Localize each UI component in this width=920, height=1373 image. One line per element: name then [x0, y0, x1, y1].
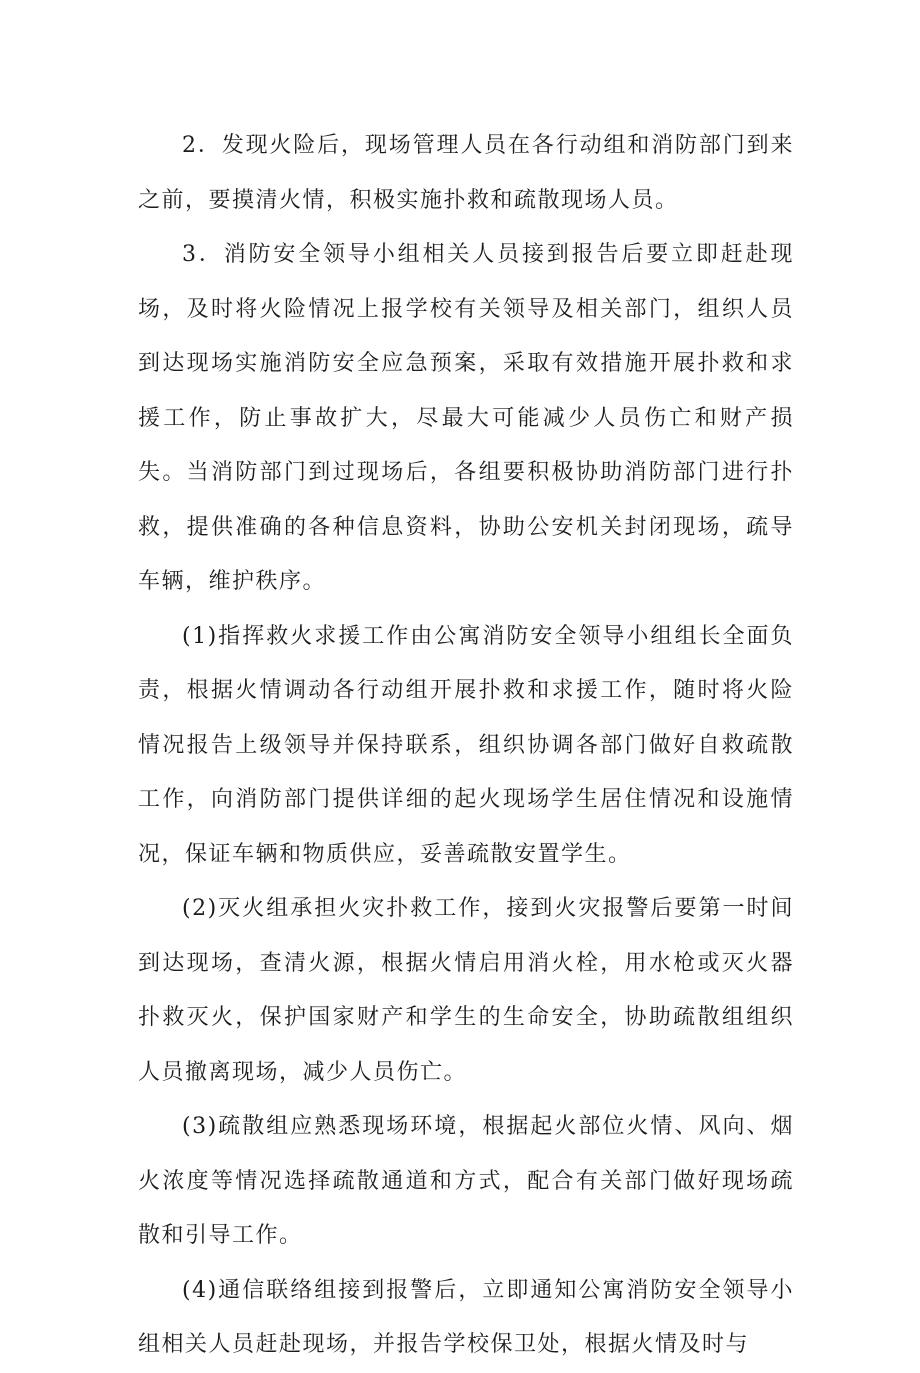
- document-body: [138, 119, 794, 1373]
- paragraph-evacuation-group: (3)疏散组应熟悉现场环境，根据起火部位火情、风向、烟火浓度等情况选择疏散通道和方式，配合有关部门做好现场疏散和引导工作。: [138, 1114, 794, 1248]
- paragraph-item-2: 2．发现火险后，现场管理人员在各行动组和消防部门到来之前，要摸清火情，积极实施扑救和疏散现场人员。: [138, 133, 794, 213]
- paragraph-item-3: 3．消防安全领导小组相关人员接到报告后要立即赶赴现场，及时将火险情况上报学校有关领导及相关部门，组织人员到达现场实施消防安全应急预案，采取有效措施开展扑救和求援工作，防止事故扩大，尽最大可能减少人员伤亡和财产损失。当消防部门到过现场后，各组要积极协助消防部门进行扑救，提供准确的各种信息资料，协助公安机关封闭现场，疏导车辆，维护秩序。: [138, 242, 794, 594]
- paragraph-command-group: (1)指挥救火求援工作由公寓消防安全领导小组组长全面负责，根据火情调动各行动组开展扑救和求援工作，随时将火险情况报告上级领导并保持联系，组织协调各部门做好自救疏散工作，向消防部门提供详细的起火现场学生居住情况和设施情况，保证车辆和物质供应，妥善疏散安置学生。: [138, 623, 794, 867]
- paragraph-communication-group: (4)通信联络组接到报警后，立即通知公寓消防安全领导小组相关人员赶赴现场，并报告学校保卫处，根据火情及时与: [138, 1277, 794, 1357]
- paragraph-firefighting-group: (2)灭火组承担火灾扑救工作，接到火灾报警后要第一时间到达现场，查清火源，根据火情启用消火栓，用水枪或灭火器扑救灭火，保护国家财产和学生的生命安全，协助疏散组组织人员撤离现场，减少人员伤亡。: [138, 896, 794, 1085]
